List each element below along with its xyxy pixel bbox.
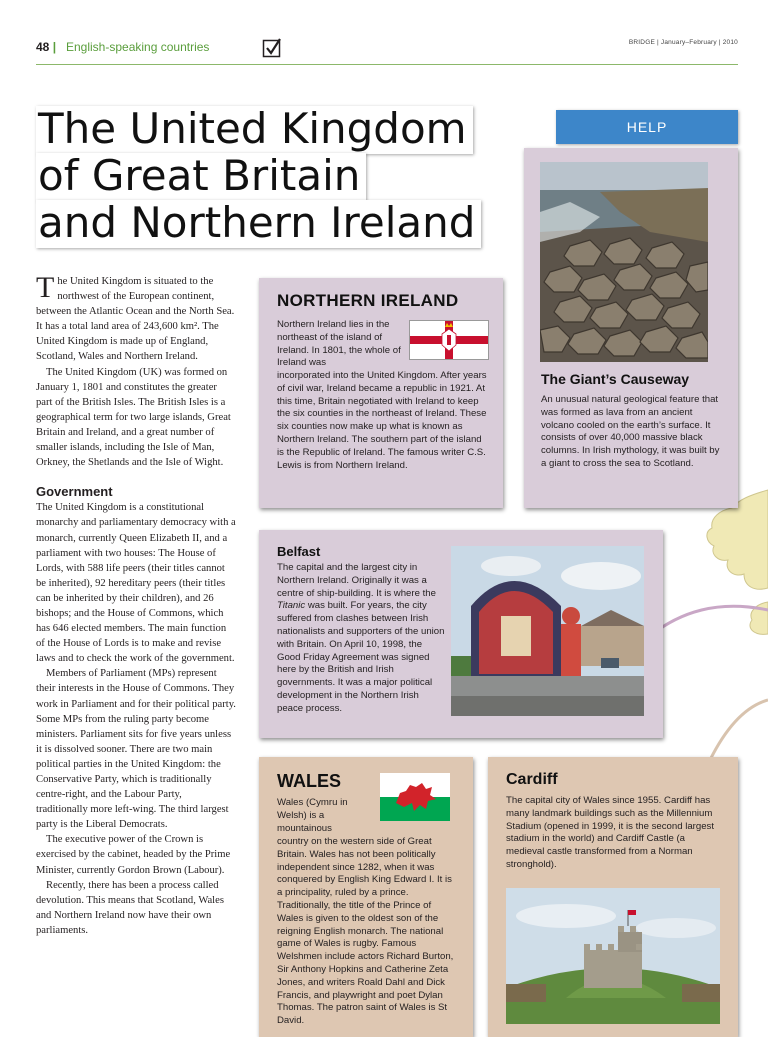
northern-ireland-flag-icon <box>409 320 489 360</box>
article-body <box>36 271 236 938</box>
paragraph: Recently, there has been a process called devolution. This means that Scotland, Wales and Northern Ireland now have their own parliaments. <box>36 879 224 936</box>
wales-flag-icon <box>380 773 450 821</box>
paragraph: The United Kingdom is a constitutional monarchy and parliamentary democracy with a monarch, currently Queen Elizabeth II, and a parliament with two houses: The House of Lords, with 588 life peers (their titles cannot be inherited), 92 hereditary peers (their titles can be inherited by their children), and 26 bishops; and the House of Commons, which has 646 elected members. The main function of the House of Lords is to make and revise laws and to check the work of the government. <box>36 502 236 665</box>
government-heading: Government <box>36 484 113 500</box>
page-title-line-1: The United Kingdom <box>36 106 473 154</box>
masthead: BRIDGE | January–February | 2010 <box>628 39 738 46</box>
drop-cap: T <box>36 271 55 304</box>
page-title-line-3: and Northern Ireland <box>36 200 481 248</box>
northern-ireland-title: NORTHERN IRELAND <box>277 291 459 310</box>
northern-ireland-text: incorporated into the United Kingdom. After years of civil war, Ireland became a republic in 1921. At this time, Britain negotiated with Ireland to keep the six counties in the northeast of Ireland. These six counties now make up what is known as Northern Ireland. The southern part of the island is the Republic of Ireland. The famous writer C.S. Lewis is from Northern Ireland. <box>277 370 487 471</box>
page-number: 48 | <box>36 40 57 54</box>
giants-causeway-photo <box>540 162 708 362</box>
wales-title: WALES <box>277 771 342 791</box>
cardiff-castle-photo <box>506 888 720 1024</box>
belfast-text: The capital and the largest city in Northern Ireland. Originally it was a centre of ship-building. It is where the Titanic was built. For years, the city suffered from clashes between Irish nationalists and supporters of the union with Britain. On April 10, 1998, the Good Friday Agreement was signed here by the British and Irish governments. It was a major political development in the Northern Irish peace process. <box>277 562 445 714</box>
belfast-mural-photo <box>451 546 644 716</box>
intro-paragraph: The United Kingdom is situated to the northwest of the European continent, between the Atlantic Ocean and the North Sea. It has a total land area of 243,600 km². The United Kingdom is made up of England, Scotland, Wales and Northern Ireland. <box>36 271 235 363</box>
giants-causeway-title: The Giant’s Causeway <box>541 371 690 387</box>
belfast-title: Belfast <box>277 544 321 559</box>
section-label: English-speaking countries <box>66 40 210 54</box>
checkbox-icon <box>262 38 282 58</box>
northern-ireland-text-top: Northern Ireland lies in the northeast of the island of Ireland. In 1801, the whole of Ireland was <box>277 319 401 369</box>
help-tab: HELP <box>556 110 738 144</box>
wales-text: country on the western side of Great Britain. Wales has not been politically independent since 1282, when it was conquered by English King Edward I. It is a principality, ruled by a prince. Traditionally, the title of the Prince of Wales is given to the oldest son of the reigning English monarch. The national game of Wales is rugby. Famous Welshmen include actors Richard Burton, Sir Anthony Hopkins and Catherine Zeta Jones, and writers Roald Dahl and Dick Francis, and playwright and poet Dylan Thomas. The patron saint of Wales is St David. <box>277 836 454 1027</box>
header-rule <box>36 64 738 65</box>
cardiff-text: The capital city of Wales since 1955. Cardiff has many landmark buildings such as the Millennium Stadium (opened in 1999, it is the second largest stadium in the world) and Cardiff Castle (a medieval castle transformed from a Norman stronghold). <box>506 795 714 870</box>
paragraph: The executive power of the Crown is exercised by the cabinet, headed by the Prime Minister, currently Gordon Brown (Labour). <box>36 834 231 876</box>
page-title-line-2: of Great Britain <box>36 153 366 201</box>
cardiff-title: Cardiff <box>506 771 558 788</box>
wales-text-top: Wales (Cymru in Welsh) is a mountainous <box>277 797 348 834</box>
paragraph: Members of Parliament (MPs) represent their interests in the House of Commons. They work in Parliament and for their political party. Some MPs from the ruling party become ministers. Parliament sits for five years unless it is dissolved sooner. There are two main political parties in the United Kingdom: the Conservative Party, which is traditionally centre-right, and the Labour Party, traditionally more left-wing. The third largest party is the Liberal Democrats. <box>36 668 236 831</box>
paragraph: The United Kingdom (UK) was formed on January 1, 1801 and constitutes the greater part of the British Isles. The British Isles is a geographical term for two large islands, Great Britain and Ireland, and a great number of smaller islands, including the Isle of Man, Orkney, the Shetlands and the Isle of Wight. <box>36 366 231 469</box>
giants-causeway-text: An unusual natural geological feature that was formed as lava from an ancient volcano cooled on the earth’s surface. It consists of over 40,000 massive black columns. In Irish mythology, it was built by a giant to cross the sea to Scotland. <box>541 394 720 469</box>
